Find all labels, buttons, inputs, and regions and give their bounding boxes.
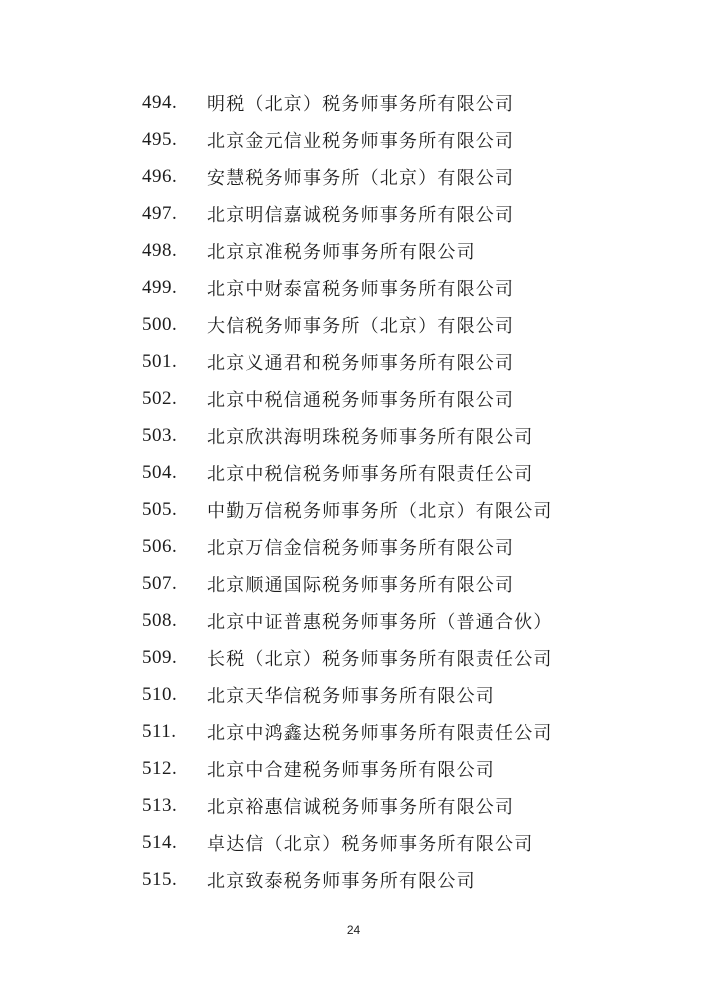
item-number: 500. — [142, 313, 178, 335]
item-number: 501. — [142, 350, 178, 372]
item-name: 安慧税务师事务所（北京）有限公司 — [207, 167, 515, 188]
list-item — [142, 565, 707, 602]
list-item — [142, 676, 707, 713]
item-number: 494. — [142, 91, 178, 113]
item-number: 512. — [142, 757, 178, 779]
list-item — [142, 454, 707, 491]
list-item — [142, 232, 707, 269]
list-item — [142, 84, 707, 121]
list-item — [142, 861, 707, 898]
item-number: 515. — [142, 868, 178, 890]
item-number: 514. — [142, 831, 178, 853]
item-name: 卓达信（北京）税务师事务所有限公司 — [207, 833, 534, 854]
item-name: 明税（北京）税务师事务所有限公司 — [207, 93, 515, 114]
item-number: 495. — [142, 128, 178, 150]
list-item — [142, 639, 707, 676]
item-number: 496. — [142, 165, 178, 187]
item-name: 北京中税信税务师事务所有限责任公司 — [207, 463, 534, 484]
item-number: 502. — [142, 387, 178, 409]
list-item — [142, 602, 707, 639]
company-list — [0, 84, 707, 898]
item-name: 北京裕惠信诚税务师事务所有限公司 — [207, 796, 515, 817]
item-name: 北京中财泰富税务师事务所有限公司 — [207, 278, 515, 299]
list-item — [142, 343, 707, 380]
list-item — [142, 713, 707, 750]
list-item — [142, 417, 707, 454]
list-item — [142, 121, 707, 158]
item-number: 505. — [142, 498, 178, 520]
list-item — [142, 787, 707, 824]
list-item — [142, 750, 707, 787]
item-name: 北京金元信业税务师事务所有限公司 — [207, 130, 515, 151]
item-number: 504. — [142, 461, 178, 483]
item-name: 北京天华信税务师事务所有限公司 — [207, 685, 495, 706]
page-number: 24 — [346, 923, 361, 937]
list-item — [142, 269, 707, 306]
item-name: 北京中税信通税务师事务所有限公司 — [207, 389, 515, 410]
item-name: 北京义通君和税务师事务所有限公司 — [207, 352, 515, 373]
item-number: 511. — [142, 720, 177, 742]
item-number: 507. — [142, 572, 178, 594]
item-name: 中勤万信税务师事务所（北京）有限公司 — [207, 500, 553, 521]
list-item — [142, 491, 707, 528]
list-item — [142, 380, 707, 417]
item-number: 513. — [142, 794, 178, 816]
item-name: 北京中合建税务师事务所有限公司 — [207, 759, 495, 780]
item-name: 北京京准税务师事务所有限公司 — [207, 241, 476, 262]
list-item — [142, 528, 707, 565]
list-item — [142, 158, 707, 195]
list-item — [142, 306, 707, 343]
list-item — [142, 195, 707, 232]
item-name: 北京万信金信税务师事务所有限公司 — [207, 537, 515, 558]
item-name: 北京明信嘉诚税务师事务所有限公司 — [207, 204, 515, 225]
item-name: 长税（北京）税务师事务所有限责任公司 — [207, 648, 553, 669]
item-number: 499. — [142, 276, 178, 298]
item-name: 北京欣洪海明珠税务师事务所有限公司 — [207, 426, 534, 447]
item-number: 508. — [142, 609, 178, 631]
item-number: 510. — [142, 683, 178, 705]
item-number: 498. — [142, 239, 178, 261]
item-name: 北京顺通国际税务师事务所有限公司 — [207, 574, 515, 595]
item-number: 509. — [142, 646, 178, 668]
item-number: 506. — [142, 535, 178, 557]
item-name: 北京致泰税务师事务所有限公司 — [207, 870, 476, 891]
item-name: 大信税务师事务所（北京）有限公司 — [207, 315, 515, 336]
item-name: 北京中证普惠税务师事务所（普通合伙） — [207, 611, 553, 632]
item-number: 497. — [142, 202, 178, 224]
item-name: 北京中鸿鑫达税务师事务所有限责任公司 — [207, 722, 553, 743]
item-number: 503. — [142, 424, 178, 446]
list-item — [142, 824, 707, 861]
